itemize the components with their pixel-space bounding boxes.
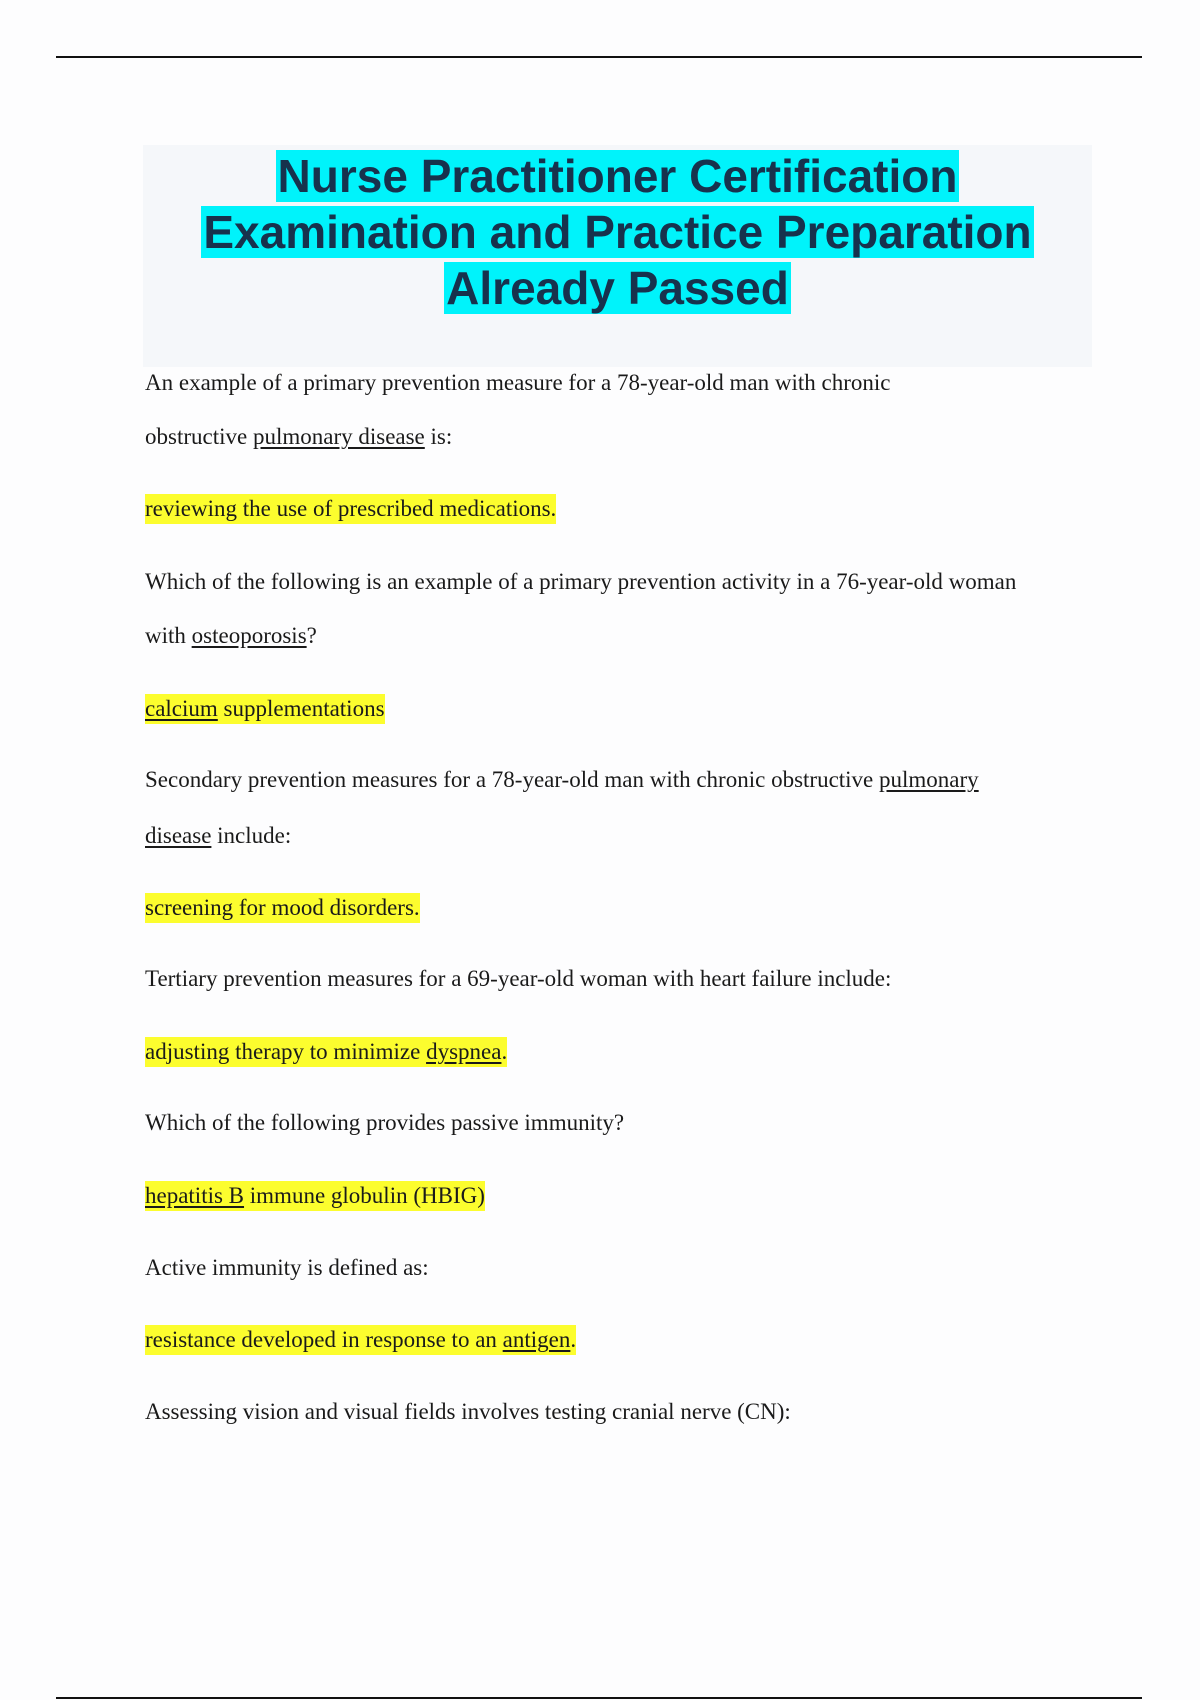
answer-4: adjusting therapy to minimize dyspnea. [145, 1025, 507, 1079]
glossary-link-pulmonary-disease[interactable]: pulmonary disease [252, 424, 425, 449]
question-7: Assessing vision and visual fields involves testing cranial nerve (CN): [145, 1399, 791, 1424]
top-rule [56, 56, 1142, 58]
answer-2: calcium supplementations [145, 682, 385, 736]
title-line-2: Examination and Practice Preparation [203, 206, 1032, 258]
answer-3: screening for mood disorders. [145, 881, 420, 935]
question-4: Tertiary prevention measures for a 69-year-old woman with heart failure include: [145, 966, 892, 991]
question-5: Which of the following provides passive immunity? [145, 1110, 625, 1135]
title-line-1: Nurse Practitioner Certification [277, 150, 958, 202]
question-2-line-2: with osteoporosis? [145, 623, 317, 648]
question-3-line-1: Secondary prevention measures for a 78-year-old man with chronic obstructive pulmonary [145, 767, 979, 792]
question-1-line-1: An example of a primary prevention measure for a 78-year-old man with chronic [145, 370, 891, 395]
answer-5: hepatitis B immune globulin (HBIG) [145, 1169, 485, 1223]
question-6: Active immunity is defined as: [145, 1255, 429, 1280]
glossary-link-hepatitis-b[interactable]: hepatitis B [145, 1183, 245, 1208]
glossary-link-dyspnea[interactable]: dyspnea [426, 1039, 502, 1064]
glossary-link-calcium[interactable]: calcium [145, 696, 218, 721]
document-title [143, 145, 1092, 316]
glossary-link-osteoporosis[interactable]: osteoporosis [191, 623, 307, 648]
glossary-link-pulmonary[interactable]: pulmonary [879, 767, 979, 792]
answer-1: reviewing the use of prescribed medications. [145, 482, 556, 536]
glossary-link-disease[interactable]: disease [145, 823, 212, 848]
title-line-3: Already Passed [446, 262, 789, 314]
answer-6: resistance developed in response to an antigen. [145, 1313, 576, 1367]
question-3-line-2: disease include: [145, 823, 292, 848]
title-box [143, 145, 1092, 367]
glossary-link-antigen[interactable]: antigen [502, 1327, 571, 1352]
question-2-line-1: Which of the following is an example of a primary prevention activity in a 76-year-old woman [145, 569, 1017, 594]
bottom-rule [56, 1697, 1142, 1699]
question-1-line-2: obstructive pulmonary disease is: [145, 424, 453, 449]
